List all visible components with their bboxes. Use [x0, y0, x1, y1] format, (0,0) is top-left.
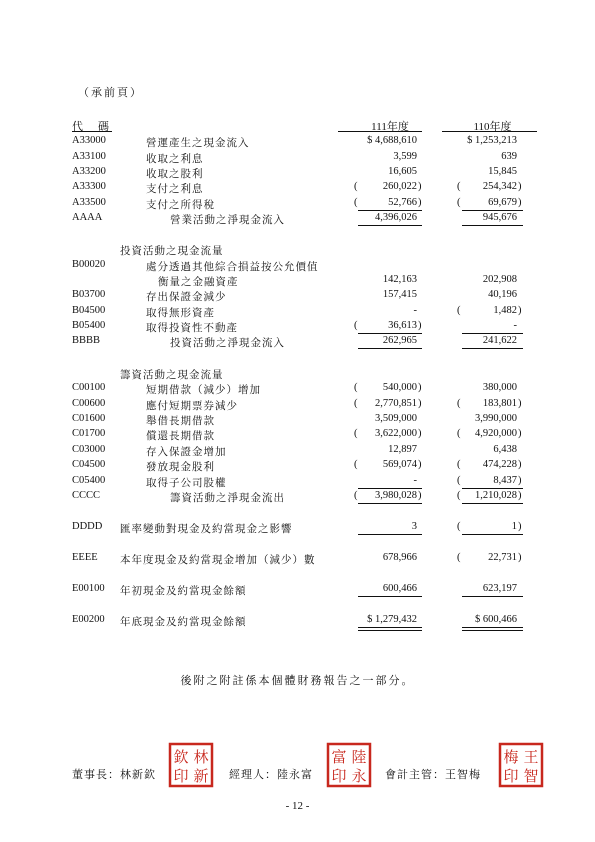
prior-year-underline: [462, 225, 523, 226]
close-paren-icon: ): [518, 459, 522, 470]
prior-year-value: 6,438: [493, 444, 517, 455]
svg-text:印: 印: [173, 767, 189, 785]
row-code: B05400: [72, 320, 106, 331]
current-year-double-underline: [358, 627, 422, 631]
current-year-value: 678,966: [382, 552, 417, 563]
current-year-underline: [358, 210, 422, 211]
current-year-header: 111年度: [371, 121, 409, 133]
prior-year-value: 1,210,028: [475, 490, 517, 501]
current-year-value: 36,613: [388, 320, 417, 331]
open-paren-icon: (: [457, 305, 461, 316]
row-code: A33300: [72, 181, 106, 192]
close-paren-icon: ): [518, 305, 522, 316]
prior-year-value: 8,437: [493, 475, 517, 486]
current-year-underline: [358, 503, 422, 504]
current-year-value: 3: [411, 521, 417, 532]
close-paren-icon: ): [418, 398, 422, 409]
close-paren-icon: ): [518, 428, 522, 439]
close-paren-icon: ): [418, 490, 422, 501]
prior-year-value: 15,845: [488, 166, 517, 177]
open-paren-icon: (: [354, 181, 358, 192]
chairman-label: 董事長：林新欽: [72, 769, 156, 781]
current-year-value: -: [413, 305, 417, 316]
close-paren-icon: ): [518, 521, 522, 532]
close-paren-icon: ): [518, 490, 522, 501]
prior-year-underline: [462, 488, 523, 489]
open-paren-icon: (: [457, 197, 461, 208]
row-code: CCCC: [72, 490, 101, 501]
open-paren-icon: (: [354, 320, 358, 331]
row-label: 籌資活動之現金流量: [120, 370, 224, 381]
prior-year-underline: [462, 596, 523, 597]
row-label: 衡量之金融資產: [158, 277, 239, 288]
svg-text:永: 永: [351, 767, 367, 785]
svg-text:富: 富: [331, 748, 347, 766]
svg-text:欽: 欽: [173, 748, 189, 766]
row-code: B00020: [72, 259, 106, 270]
current-year-value: 16,605: [388, 166, 417, 177]
svg-text:智: 智: [523, 767, 539, 785]
svg-text:林: 林: [193, 748, 209, 766]
current-year-underline: [358, 534, 422, 535]
row-label: 營業活動之淨現金流入: [170, 215, 285, 226]
current-year-underline: [358, 225, 422, 226]
row-label: 發放現金股利: [146, 462, 215, 473]
code-header-rule: [72, 131, 112, 132]
open-paren-icon: (: [457, 475, 461, 486]
row-label: 投資活動之現金流量: [120, 246, 224, 257]
row-code: AAAA: [72, 212, 103, 223]
current-year-underline: [358, 348, 422, 349]
prior-year-double-underline: [462, 627, 523, 631]
current-year-value: 569,074: [382, 459, 417, 470]
prior-year-underline: [462, 348, 523, 349]
row-code: A33200: [72, 166, 106, 177]
current-year-value: 3,509,000: [375, 413, 417, 424]
prior-year-value: 1: [511, 521, 517, 532]
row-label: 處分透過其他綜合損益按公允價值: [146, 262, 319, 273]
row-label: 存入保證金增加: [146, 447, 227, 458]
prior-year-value: 474,228: [482, 459, 517, 470]
open-paren-icon: (: [354, 197, 358, 208]
row-code: E00100: [72, 583, 105, 594]
prior-year-value: -: [513, 320, 517, 331]
prior-year-value: 380,000: [482, 382, 517, 393]
prior-year-value: $ 600,466: [475, 614, 517, 625]
current-year-value: 2,770,851: [375, 398, 417, 409]
accountant-seal-icon: [498, 742, 544, 793]
current-year-value: -: [413, 475, 417, 486]
open-paren-icon: (: [457, 459, 461, 470]
row-label: 匯率變動對現金及約當現金之影響: [120, 524, 293, 535]
open-paren-icon: (: [457, 181, 461, 192]
row-code: E00200: [72, 614, 105, 625]
prior-year-header: 110年度: [473, 121, 512, 133]
prior-year-value: 945,676: [482, 212, 517, 223]
current-year-value: 260,022: [382, 181, 417, 192]
open-paren-icon: (: [457, 521, 461, 532]
row-label: 收取之股利: [146, 169, 204, 180]
row-label: 短期借款（減少）增加: [146, 385, 261, 396]
current-year-value: 540,000: [382, 382, 417, 393]
svg-text:印: 印: [331, 767, 347, 785]
prior-year-value: 1,482: [493, 305, 517, 316]
close-paren-icon: ): [418, 382, 422, 393]
prior-year-underline: [462, 333, 523, 334]
close-paren-icon: ): [518, 197, 522, 208]
prior-year-value: 40,196: [488, 289, 517, 300]
row-label: 投資活動之淨現金流入: [170, 338, 285, 349]
close-paren-icon: ): [418, 428, 422, 439]
row-label: 取得投資性不動產: [146, 323, 238, 334]
row-label: 應付短期票券減少: [146, 401, 238, 412]
current-year-underline: [358, 596, 422, 597]
svg-text:梅: 梅: [503, 748, 519, 766]
current-year-value: 142,163: [382, 274, 417, 285]
close-paren-icon: ): [518, 181, 522, 192]
close-paren-icon: ): [418, 181, 422, 192]
continued-label: （承前頁）: [78, 87, 143, 99]
current-year-value: 600,466: [382, 583, 417, 594]
open-paren-icon: (: [457, 552, 461, 563]
prior-year-value: 639: [501, 151, 517, 162]
row-label: 年底現金及約當現金餘額: [120, 617, 247, 628]
row-code: BBBB: [72, 335, 101, 346]
code-header: 代 碼: [72, 121, 111, 133]
row-label: 取得無形資產: [146, 308, 215, 319]
close-paren-icon: ): [518, 552, 522, 563]
row-label: 取得子公司股權: [146, 478, 227, 489]
row-code: EEEE: [72, 552, 98, 563]
row-code: DDDD: [72, 521, 103, 532]
current-year-value: 3,599: [393, 151, 417, 162]
open-paren-icon: (: [457, 490, 461, 501]
open-paren-icon: (: [457, 398, 461, 409]
current-year-value: 3,980,028: [375, 490, 417, 501]
prior-year-value: 3,990,000: [475, 413, 517, 424]
accountant-label: 會計主管：王智梅: [385, 769, 481, 781]
row-code: C01600: [72, 413, 106, 424]
row-label: 舉借長期借款: [146, 416, 215, 427]
prior-year-header-rule: [442, 131, 537, 132]
row-code: A33100: [72, 151, 106, 162]
current-year-value: 157,415: [382, 289, 417, 300]
prior-year-value: 241,622: [482, 335, 517, 346]
prior-year-value: 254,342: [482, 181, 517, 192]
prior-year-value: $ 1,253,213: [467, 135, 517, 146]
row-code: C05400: [72, 475, 106, 486]
row-label: 償還長期借款: [146, 431, 215, 442]
current-year-value: 3,622,000: [375, 428, 417, 439]
current-year-value: $ 1,279,432: [367, 614, 417, 625]
current-year-value: 52,766: [388, 197, 417, 208]
svg-text:新: 新: [193, 767, 209, 785]
current-year-value: 262,965: [382, 335, 417, 346]
open-paren-icon: (: [354, 428, 358, 439]
row-label: 年初現金及約當現金餘額: [120, 586, 247, 597]
row-label: 收取之利息: [146, 154, 204, 165]
current-year-underline: [358, 333, 422, 334]
prior-year-underline: [462, 210, 523, 211]
row-code: C00100: [72, 382, 106, 393]
row-label: 本年度現金及約當現金增加（減少）數: [120, 555, 316, 566]
row-code: C03000: [72, 444, 106, 455]
manager-seal-icon: [326, 742, 372, 793]
row-code: A33500: [72, 197, 106, 208]
current-year-value: $ 4,688,610: [367, 135, 417, 146]
close-paren-icon: ): [418, 320, 422, 331]
open-paren-icon: (: [354, 382, 358, 393]
page-number: - 12 -: [285, 800, 310, 812]
row-label: 支付之所得稅: [146, 200, 215, 211]
svg-text:印: 印: [503, 767, 519, 785]
open-paren-icon: (: [354, 398, 358, 409]
open-paren-icon: (: [354, 459, 358, 470]
prior-year-value: 69,679: [488, 197, 517, 208]
row-code: C04500: [72, 459, 106, 470]
prior-year-underline: [462, 534, 523, 535]
prior-year-value: 22,731: [488, 552, 517, 563]
row-label: 支付之利息: [146, 184, 204, 195]
close-paren-icon: ): [518, 475, 522, 486]
svg-text:陸: 陸: [351, 748, 367, 766]
row-code: C01700: [72, 428, 106, 439]
open-paren-icon: (: [354, 490, 358, 501]
row-code: A33000: [72, 135, 106, 146]
row-label: 存出保證金減少: [146, 292, 227, 303]
row-code: B03700: [72, 289, 106, 300]
close-paren-icon: ): [518, 398, 522, 409]
current-year-underline: [358, 488, 422, 489]
current-year-value: 12,897: [388, 444, 417, 455]
row-code: B04500: [72, 305, 106, 316]
prior-year-value: 183,801: [482, 398, 517, 409]
manager-label: 經理人：陸永富: [229, 769, 313, 781]
current-year-value: 4,396,026: [375, 212, 417, 223]
row-label: 籌資活動之淨現金流出: [170, 493, 285, 504]
svg-text:王: 王: [523, 748, 539, 766]
footnote: 後附之附註係本個體財務報告之一部分。: [180, 675, 415, 687]
chairman-seal-icon: [168, 742, 214, 793]
prior-year-underline: [462, 503, 523, 504]
close-paren-icon: ): [418, 459, 422, 470]
prior-year-value: 202,908: [482, 274, 517, 285]
prior-year-value: 623,197: [482, 583, 517, 594]
prior-year-value: 4,920,000: [475, 428, 517, 439]
current-year-header-rule: [338, 131, 422, 132]
open-paren-icon: (: [457, 428, 461, 439]
close-paren-icon: ): [418, 197, 422, 208]
row-code: C00600: [72, 398, 106, 409]
row-label: 營運產生之現金流入: [146, 138, 250, 149]
